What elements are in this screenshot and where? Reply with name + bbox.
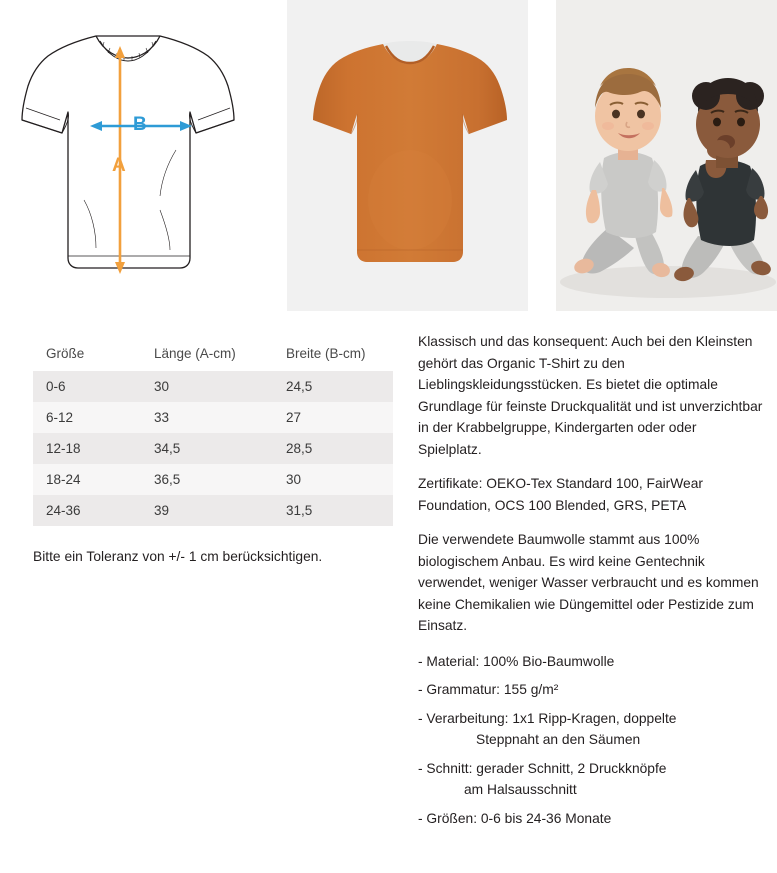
cell-length: 33 [154,410,170,425]
column-header-size: Größe [46,346,85,361]
table-row [33,371,393,402]
spec-list [418,651,763,830]
product-description-column [418,331,763,836]
description-intro: Klassisch und das konsequent: Auch bei den Kleinsten gehört das Organic T-Shirt zu den Lieblingskleidungsstücken. Es bietet die optimale Grundlage für feinste Druckqualität und ist unverzichtbar in der Krabbelgruppe, Kindergarten oder oder Spielplatz. [418,334,763,457]
orange-baby-t-shirt-product-photo [287,0,528,311]
label-a: A [112,155,126,176]
cell-length: 34,5 [154,441,181,456]
size-table [33,340,393,526]
cell-length: 30 [154,379,170,394]
list-item [418,808,763,830]
spec-label: - Material: 100% Bio-Baumwolle [418,653,615,669]
t-shirt-measurement-schematic [0,0,253,311]
spec-label: - Grammatur: 155 g/m² [418,682,559,698]
cell-width: 24,5 [286,379,313,394]
table-row [33,402,393,433]
cell-width: 30 [286,472,302,487]
schematic-image-card [0,0,253,311]
list-item [418,651,763,673]
product-svg [287,0,528,311]
tolerance-note: Bitte ein Toleranz von +/- 1 cm berücksichtigen. [33,549,323,564]
cell-width: 28,5 [286,441,313,456]
schematic-svg [0,0,253,311]
list-item [418,708,763,751]
size-table-head [33,340,393,371]
cell-length: 39 [154,503,170,518]
two-babies-wearing-t-shirts-photo [556,0,777,311]
cell-size: 0-6 [46,379,66,394]
kids-photo-svg [556,0,777,311]
lifestyle-image-card[interactable] [556,0,777,311]
column-header-width: Breite (B-cm) [286,346,366,361]
table-row [33,464,393,495]
list-item [418,679,763,701]
description-cotton: Die verwendete Baumwolle stammt aus 100% biologischem Anbau. Es wird keine Gentechnik verwendet, weniger Wasser verbraucht und es kommen keine Chemikalien wie Düngemittel oder Pestizide zum Einsatz. [418,532,759,634]
image-gallery [0,0,777,315]
description-certificates: Zertifikate: OEKO-Tex Standard 100, FairWear Foundation, OCS 100 Blended, GRS, PETA [418,476,703,513]
size-table-body [33,371,393,526]
product-image-card[interactable] [287,0,528,311]
cell-size: 6-12 [46,410,74,425]
spec-label-continued: am Halsausschnitt [464,782,577,798]
spec-label: - Verarbeitung: 1x1 Ripp-Kragen, doppelte [418,710,677,726]
cell-size: 24-36 [46,503,81,518]
table-row [33,433,393,464]
column-header-length: Länge (A-cm) [154,346,236,361]
cell-size: 18-24 [46,472,81,487]
list-item [418,758,763,801]
spec-label-continued: Steppnaht an den Säumen [476,732,641,748]
table-row [33,495,393,526]
spec-label: - Größen: 0-6 bis 24-36 Monate [418,810,612,826]
cell-size: 12-18 [46,441,81,456]
spec-label: - Schnitt: gerader Schnitt, 2 Druckknöpfe [418,760,667,776]
cell-width: 27 [286,410,302,425]
table-header-row [33,340,393,371]
label-b: B [133,114,147,135]
cell-width: 31,5 [286,503,313,518]
cell-length: 36,5 [154,472,181,487]
